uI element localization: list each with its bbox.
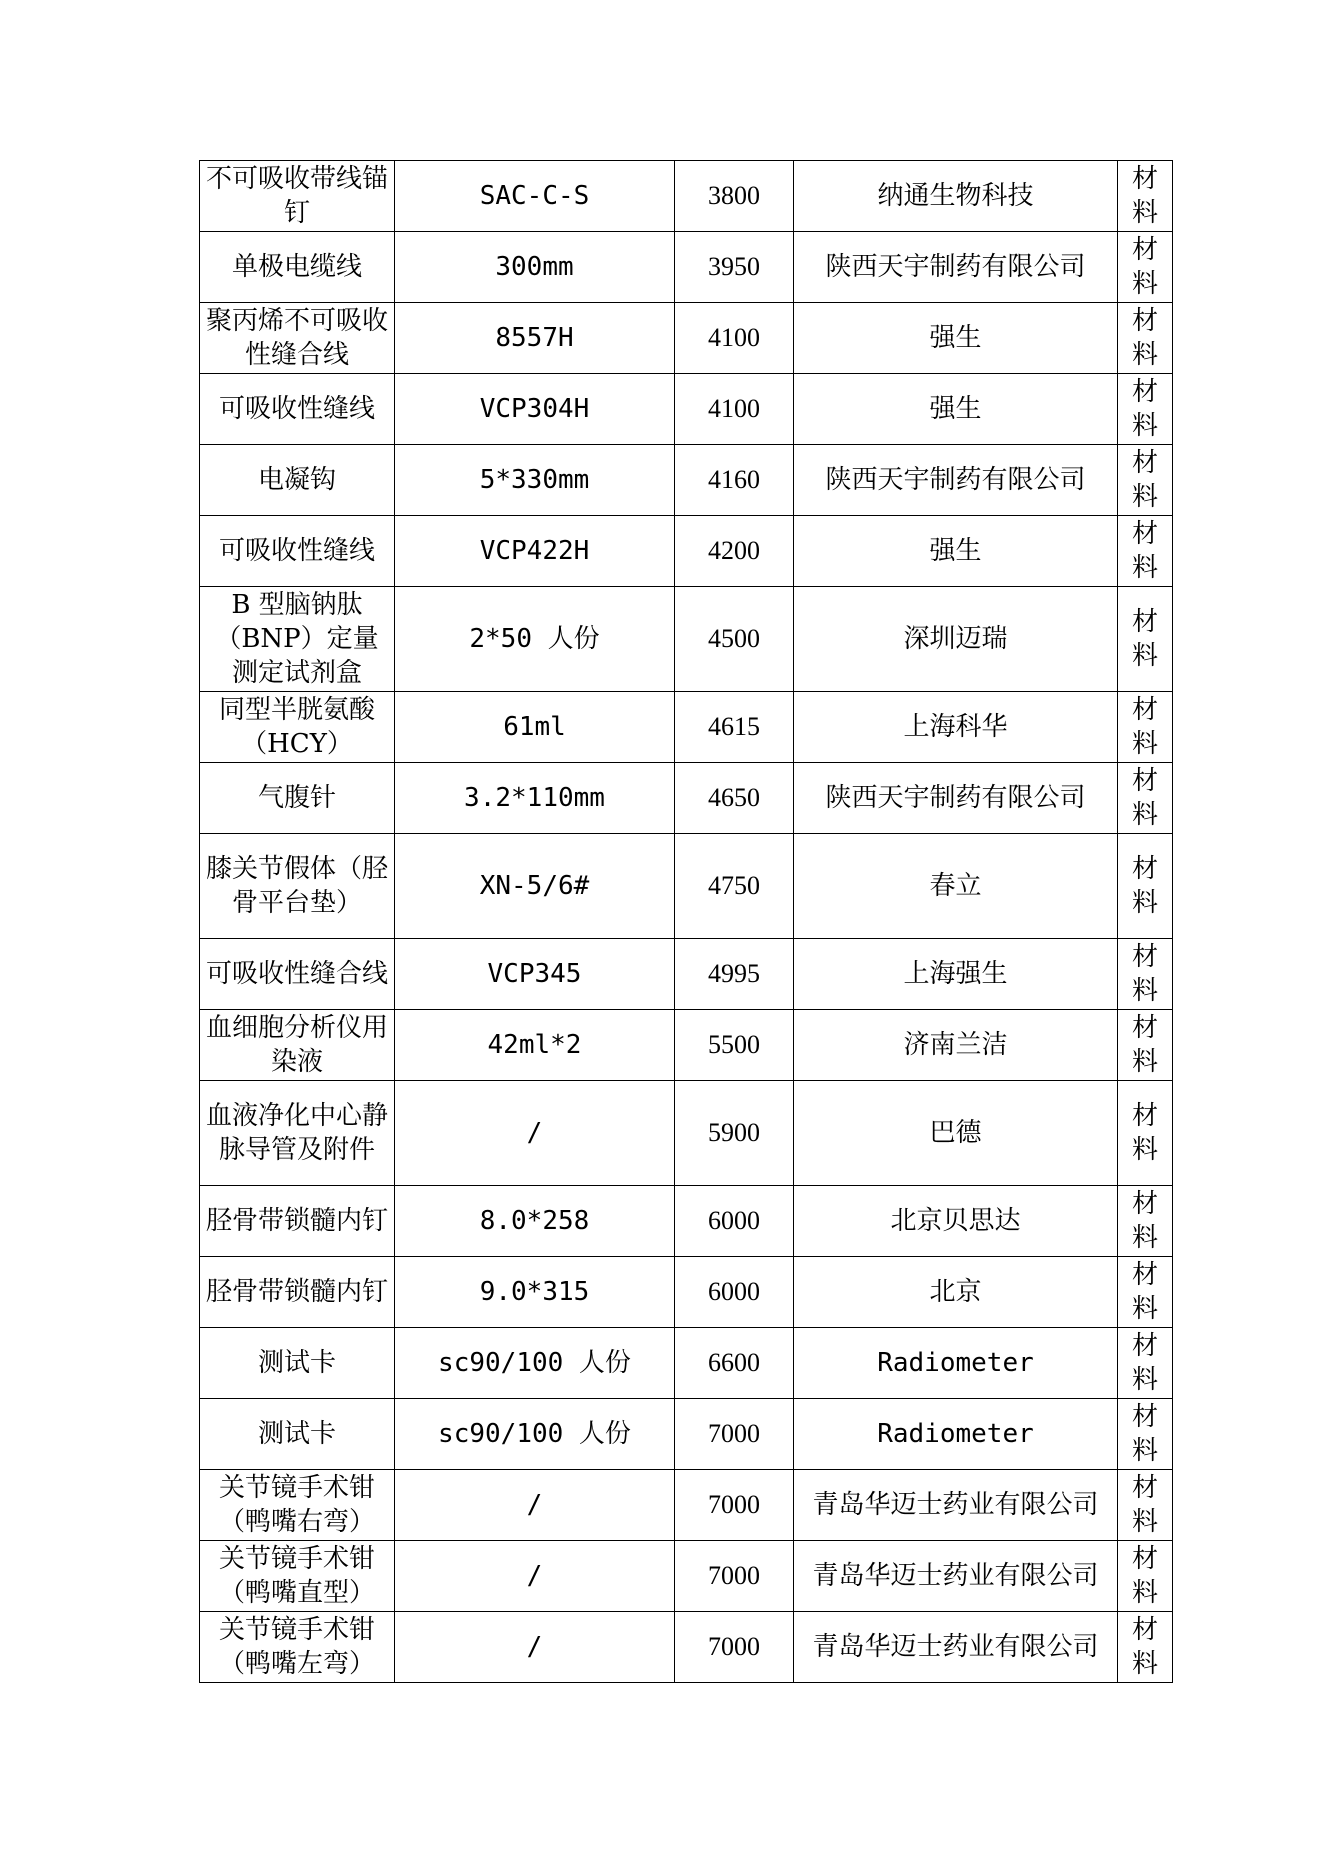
item-price: 6600 [675,1328,794,1399]
table-row [200,1081,1173,1186]
item-price: 3800 [675,161,794,232]
item-name: 测试卡 [200,1399,395,1470]
item-spec: 8.0*258 [395,1186,675,1257]
item-type: 材料 [1118,1328,1173,1399]
item-type: 材料 [1118,763,1173,834]
item-spec: / [395,1081,675,1186]
item-maker: 北京 [794,1257,1118,1328]
item-type: 材料 [1118,1541,1173,1612]
item-type: 材料 [1118,1081,1173,1186]
item-name: 电凝钩 [200,445,395,516]
item-type: 材料 [1118,1612,1173,1683]
item-spec: / [395,1612,675,1683]
item-price: 7000 [675,1612,794,1683]
table-row [200,232,1173,303]
table-row [200,374,1173,445]
item-price: 7000 [675,1541,794,1612]
item-spec: 3.2*110mm [395,763,675,834]
item-maker: 陕西天宇制药有限公司 [794,445,1118,516]
item-maker: 北京贝思达 [794,1186,1118,1257]
item-maker: 纳通生物科技 [794,161,1118,232]
table-row [200,445,1173,516]
item-type: 材料 [1118,692,1173,763]
item-name: 测试卡 [200,1328,395,1399]
item-name: 关节镜手术钳（鸭嘴左弯） [200,1612,395,1683]
item-maker: 上海强生 [794,939,1118,1010]
item-maker: 春立 [794,834,1118,939]
table-row [200,1257,1173,1328]
item-spec: XN-5/6# [395,834,675,939]
item-type: 材料 [1118,1010,1173,1081]
item-maker: 上海科华 [794,692,1118,763]
item-maker: 陕西天宇制药有限公司 [794,763,1118,834]
table-row [200,939,1173,1010]
table-row [200,1186,1173,1257]
table-row [200,161,1173,232]
item-maker: 强生 [794,303,1118,374]
item-spec: SAC-C-S [395,161,675,232]
table-row [200,1541,1173,1612]
item-type: 材料 [1118,516,1173,587]
item-spec: 5*330mm [395,445,675,516]
item-spec: 9.0*315 [395,1257,675,1328]
table-row [200,763,1173,834]
item-price: 5900 [675,1081,794,1186]
table-row [200,1612,1173,1683]
table-row [200,1328,1173,1399]
item-type: 材料 [1118,232,1173,303]
item-maker: 陕西天宇制药有限公司 [794,232,1118,303]
item-spec: sc90/100 人份 [395,1328,675,1399]
item-spec: 300mm [395,232,675,303]
item-type: 材料 [1118,587,1173,692]
item-name: 膝关节假体（胫骨平台垫） [200,834,395,939]
item-spec: VCP304H [395,374,675,445]
item-type: 材料 [1118,1186,1173,1257]
item-spec: VCP422H [395,516,675,587]
item-price: 4615 [675,692,794,763]
item-price: 4995 [675,939,794,1010]
item-name: 不可吸收带线锚钉 [200,161,395,232]
item-price: 4650 [675,763,794,834]
item-maker: 强生 [794,516,1118,587]
item-maker: 青岛华迈士药业有限公司 [794,1612,1118,1683]
item-name: B 型脑钠肽（BNP）定量测定试剂盒 [200,587,395,692]
item-type: 材料 [1118,161,1173,232]
item-type: 材料 [1118,445,1173,516]
item-spec: 61ml [395,692,675,763]
item-spec: / [395,1541,675,1612]
item-price: 5500 [675,1010,794,1081]
item-price: 4160 [675,445,794,516]
item-name: 单极电缆线 [200,232,395,303]
item-price: 4750 [675,834,794,939]
item-type: 材料 [1118,1399,1173,1470]
item-price: 4100 [675,303,794,374]
item-name: 可吸收性缝线 [200,516,395,587]
item-price: 7000 [675,1399,794,1470]
item-spec: 8557H [395,303,675,374]
item-spec: / [395,1470,675,1541]
materials-price-table [199,160,1173,1683]
item-maker: 济南兰洁 [794,1010,1118,1081]
item-price: 4100 [675,374,794,445]
table-row [200,1010,1173,1081]
item-name: 可吸收性缝合线 [200,939,395,1010]
item-spec: sc90/100 人份 [395,1399,675,1470]
table-row [200,587,1173,692]
table-row [200,516,1173,587]
item-price: 4200 [675,516,794,587]
item-spec: 42ml*2 [395,1010,675,1081]
item-name: 关节镜手术钳（鸭嘴右弯） [200,1470,395,1541]
item-type: 材料 [1118,1257,1173,1328]
item-price: 3950 [675,232,794,303]
item-name: 气腹针 [200,763,395,834]
item-name: 血液净化中心静脉导管及附件 [200,1081,395,1186]
item-type: 材料 [1118,374,1173,445]
item-name: 聚丙烯不可吸收性缝合线 [200,303,395,374]
item-name: 血细胞分析仪用染液 [200,1010,395,1081]
item-type: 材料 [1118,939,1173,1010]
item-name: 同型半胱氨酸（HCY） [200,692,395,763]
item-spec: VCP345 [395,939,675,1010]
item-maker: 青岛华迈士药业有限公司 [794,1541,1118,1612]
item-spec: 2*50 人份 [395,587,675,692]
item-price: 7000 [675,1470,794,1541]
table-row [200,692,1173,763]
item-maker: 深圳迈瑞 [794,587,1118,692]
item-type: 材料 [1118,1470,1173,1541]
item-name: 胫骨带锁髓内钉 [200,1257,395,1328]
item-price: 6000 [675,1186,794,1257]
item-name: 可吸收性缝线 [200,374,395,445]
item-price: 6000 [675,1257,794,1328]
item-price: 4500 [675,587,794,692]
item-maker: Radiometer [794,1328,1118,1399]
item-name: 关节镜手术钳（鸭嘴直型） [200,1541,395,1612]
table-row [200,1470,1173,1541]
item-maker: 青岛华迈士药业有限公司 [794,1470,1118,1541]
table-row [200,834,1173,939]
item-type: 材料 [1118,834,1173,939]
item-name: 胫骨带锁髓内钉 [200,1186,395,1257]
table-row [200,1399,1173,1470]
item-maker: 巴德 [794,1081,1118,1186]
item-maker: 强生 [794,374,1118,445]
item-maker: Radiometer [794,1399,1118,1470]
item-type: 材料 [1118,303,1173,374]
table-row [200,303,1173,374]
